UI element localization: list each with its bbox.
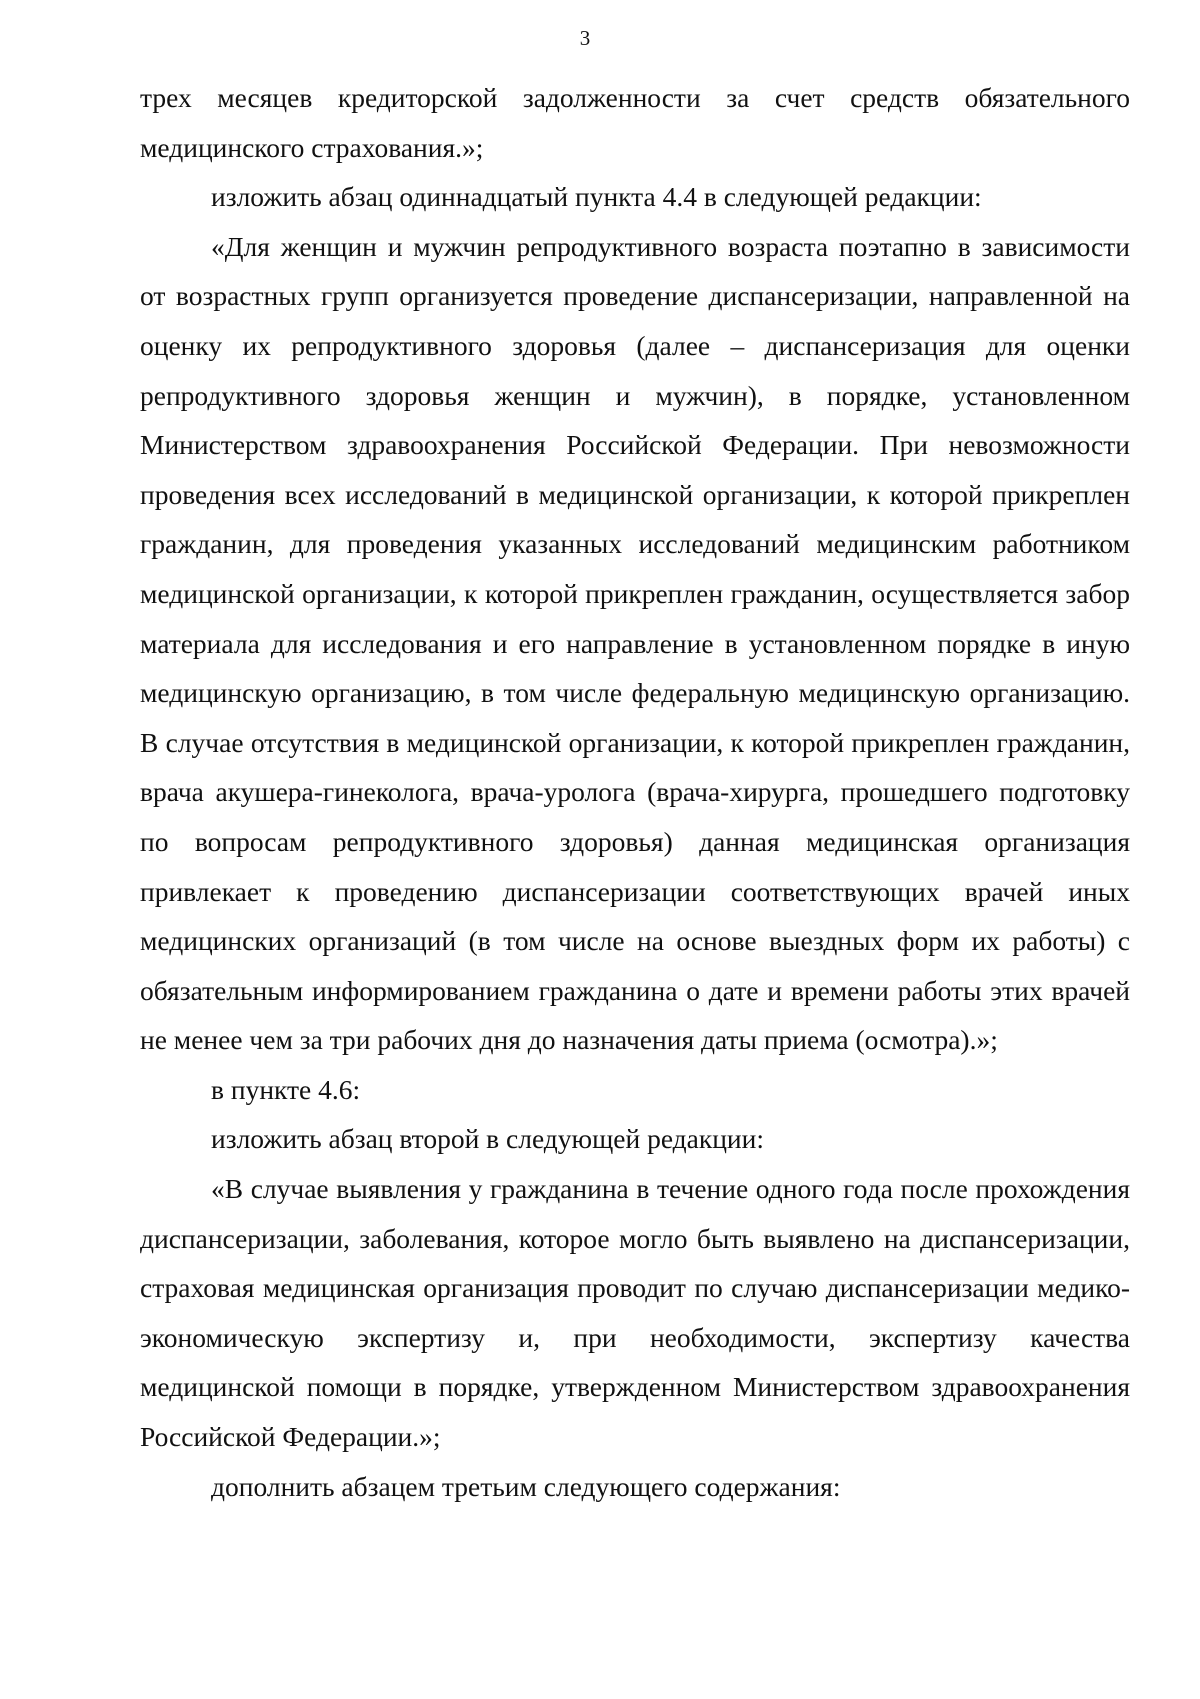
paragraph-instruction-third-abzac: дополнить абзацем третьим следующего содержания: [211,1470,841,1502]
paragraph-quote-reproductive-health: «Для женщин и мужчин репродуктивного возраста поэтапно в зависимости от возрастных групп организуется проведение диспансеризации, направленной на оценку их репродуктивного здоровья (далее – диспансеризация для оценки репродуктивного здоровья женщин и мужчин), в порядке, установленном Министерством здравоохранения Российской Федерации. При невозможности проведения всех исследований в медицинской организации, к которой прикреплен гражданин, для проведения указанных исследований медицинским работником медицинской организации, к которой прикреплен гражданин, осуществляется забор материала для исследования и его направление в установленном порядке в иную медицинскую организацию, в том числе федеральную медицинскую организацию. В случае отсутствия в медицинской организации, к которой прикреплен гражданин, врача акушера-гинеколога, врача-уролога (врача-хирурга, прошедшего подготовку по вопросам репродуктивного здоровья) данная медицинская организация привлекает к проведению диспансеризации соответствующих врачей иных медицинских организаций (в том числе на основе выездных форм их работы) с обязательным информированием гражданина о дате и времени работы этих врачей не менее чем за три рабочих дня до назначения даты приема (осмотра).»; [140,230,1130,1056]
document-body [140,73,1130,1511]
paragraph-continuation: трех месяцев кредиторской задолженности за счет средств обязательного медицинского страхования.»; [140,82,1130,163]
paragraph-quote-expertise: «В случае выявления у гражданина в течение одного года после прохождения диспансеризации, заболевания, которое могло быть выявлено на диспансеризации, страховая медицинская организация проводит по случаю диспансеризации медико-экономическую экспертизу и, при необходимости, экспертизу качества медицинской помощи в порядке, утвержденном Министерством здравоохранения Российской Федерации.»; [140,1173,1130,1453]
paragraph-instruction-4-4: изложить абзац одиннадцатый пункта 4.4 в следующей редакции: [211,181,982,213]
page-number: 3 [579,26,591,50]
paragraph-instruction-second-abzac: изложить абзац второй в следующей редакции: [211,1123,765,1155]
paragraph-item-4-6: в пункте 4.6: [211,1073,361,1105]
